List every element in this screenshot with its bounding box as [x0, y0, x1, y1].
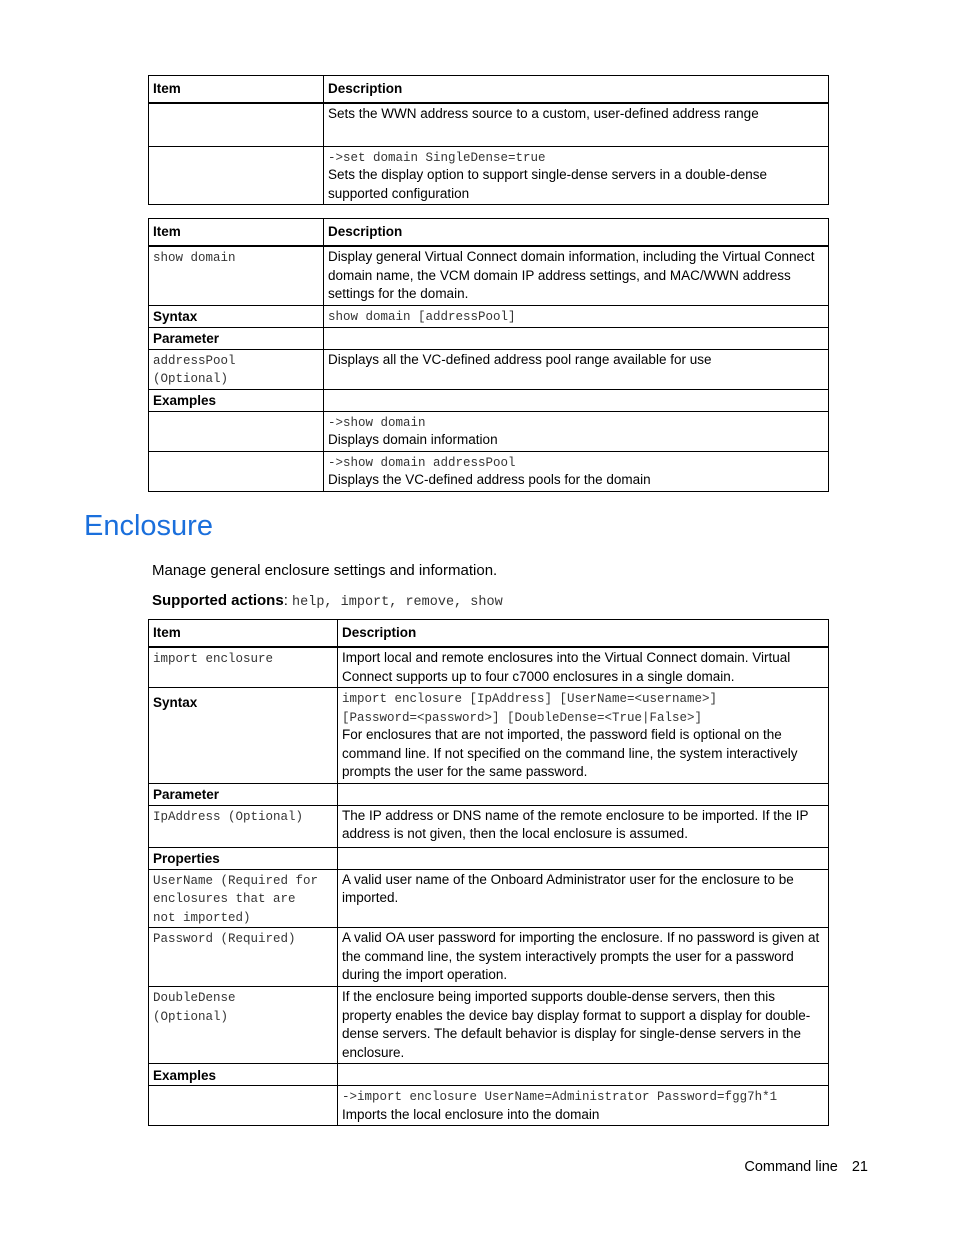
properties-label: Properties — [149, 847, 338, 869]
example-code: ->show domain addressPool — [328, 455, 516, 470]
table-show-domain — [148, 218, 829, 492]
table-header — [149, 620, 829, 648]
table-row — [149, 805, 829, 847]
example-code: ->show domain — [328, 415, 426, 430]
item-header: Item — [149, 620, 338, 648]
page-footer — [744, 1159, 868, 1175]
table-row — [149, 103, 829, 146]
table-row — [149, 327, 829, 349]
parameter-cell — [149, 349, 324, 389]
empty-cell — [338, 847, 829, 869]
empty-cell — [338, 783, 829, 805]
syntax-code: show domain [addressPool] — [328, 309, 516, 324]
table-row — [149, 349, 829, 389]
supported-actions-list: help, import, remove, show — [292, 595, 503, 610]
example-cell — [324, 451, 829, 491]
description-header: Description — [324, 219, 829, 247]
item-header: Item — [149, 219, 324, 247]
property-name: DoubleDense (Optional) — [153, 991, 236, 1024]
example-code: ->import enclosure UserName=Administrator Password=fgg7h*1 — [342, 1090, 778, 1104]
table-row — [149, 688, 829, 784]
syntax-label: Syntax — [149, 305, 324, 327]
table-row — [149, 928, 829, 987]
empty-cell — [149, 411, 324, 451]
table-row — [149, 647, 829, 688]
table-header — [149, 76, 829, 104]
section-heading: Enclosure — [84, 510, 213, 542]
table-header — [149, 219, 829, 247]
syntax-code: import enclosure [IpAddress] [UserName=<username>] [Password=<password>] [DoubleDense=<True|False>] — [342, 692, 718, 725]
item-cell — [149, 146, 324, 205]
command-name: show domain — [153, 251, 236, 265]
empty-cell — [149, 1086, 338, 1126]
description-cell: Import local and remote enclosures into the Virtual Connect domain. Virtual Connect supports up to four c7000 enclosures in a single domain. — [338, 647, 829, 688]
table-row — [149, 389, 829, 411]
table-row — [149, 411, 829, 451]
description-header: Description — [324, 76, 829, 104]
example-description: Sets the display option to support single-dense servers in a double-dense supported configuration — [328, 167, 768, 201]
page-number: 21 — [851, 1159, 868, 1175]
empty-cell — [324, 327, 829, 349]
table-row — [149, 1064, 829, 1086]
description-cell: Displays all the VC-defined address pool range available for use — [324, 349, 829, 389]
examples-label: Examples — [149, 1064, 338, 1086]
description-cell: If the enclosure being imported supports double-dense servers, then this property enables the device bay display format to support a display for double-dense servers. The default behavior is display for single-dense servers in the enclosure. — [338, 987, 829, 1064]
property-name: UserName (Required for enclosures that are not imported) — [153, 873, 319, 925]
table-row — [149, 146, 829, 205]
example-description: Displays domain information — [328, 432, 498, 447]
parameter-name: addressPool (Optional) — [153, 353, 236, 386]
property-cell — [149, 987, 338, 1064]
description-header: Description — [338, 620, 829, 648]
table-set-domain-continued — [148, 75, 829, 205]
table-row — [149, 987, 829, 1064]
supported-actions-label: Supported actions — [152, 592, 284, 609]
syntax-label: Syntax — [149, 688, 338, 784]
empty-cell — [149, 451, 324, 491]
description-cell: The IP address or DNS name of the remote enclosure to be imported. If the IP address is not given, then the local enclosure is assumed. — [338, 805, 829, 847]
description-cell: Sets the WWN address source to a custom, user-defined address range — [324, 103, 829, 146]
property-name: Password (Required) — [153, 932, 296, 946]
parameter-label: Parameter — [149, 327, 324, 349]
description-cell: A valid user name of the Onboard Administrator user for the enclosure to be imported. — [338, 869, 829, 928]
item-cell — [149, 103, 324, 146]
syntax-cell — [324, 305, 829, 327]
command-cell — [149, 647, 338, 688]
table-row — [149, 451, 829, 491]
examples-label: Examples — [149, 389, 324, 411]
table-row — [149, 1086, 829, 1126]
supported-actions — [152, 592, 503, 611]
description-cell: A valid OA user password for importing the enclosure. If no password is given at the command line, the system interactively prompts the user for a password during the import operation. — [338, 928, 829, 987]
example-description: Displays the VC-defined address pools for the domain — [328, 472, 651, 487]
property-cell — [149, 869, 338, 928]
table-row — [149, 847, 829, 869]
example-code: ->set domain SingleDense=true — [328, 150, 546, 165]
table-row — [149, 869, 829, 928]
example-cell — [338, 1086, 829, 1126]
example-description: Imports the local enclosure into the domain — [342, 1106, 600, 1122]
description-cell — [324, 146, 829, 205]
item-header: Item — [149, 76, 324, 104]
description-cell: Display general Virtual Connect domain information, including the Virtual Connect domain name, the VCM domain IP address settings, and MAC/WWN address settings for the domain. — [324, 246, 829, 305]
parameter-name: IpAddress (Optional) — [153, 809, 304, 824]
table-row — [149, 305, 829, 327]
syntax-cell — [338, 688, 829, 784]
table-import-enclosure — [148, 619, 829, 1126]
section-intro: Manage general enclosure settings and information. — [152, 562, 498, 579]
empty-cell — [338, 1064, 829, 1086]
syntax-description: For enclosures that are not imported, the password field is optional on the command line. If not specified on the command line, the system interactively prompts the user for the same password. — [342, 727, 798, 779]
property-cell — [149, 928, 338, 987]
example-cell — [324, 411, 829, 451]
empty-cell — [324, 389, 829, 411]
supported-actions-colon: : — [283, 592, 293, 609]
command-name: import enclosure — [153, 652, 274, 666]
footer-section: Command line — [744, 1159, 838, 1175]
command-cell — [149, 246, 324, 305]
parameter-label: Parameter — [149, 783, 338, 805]
parameter-cell — [149, 805, 338, 847]
table-row — [149, 246, 829, 305]
table-row — [149, 783, 829, 805]
